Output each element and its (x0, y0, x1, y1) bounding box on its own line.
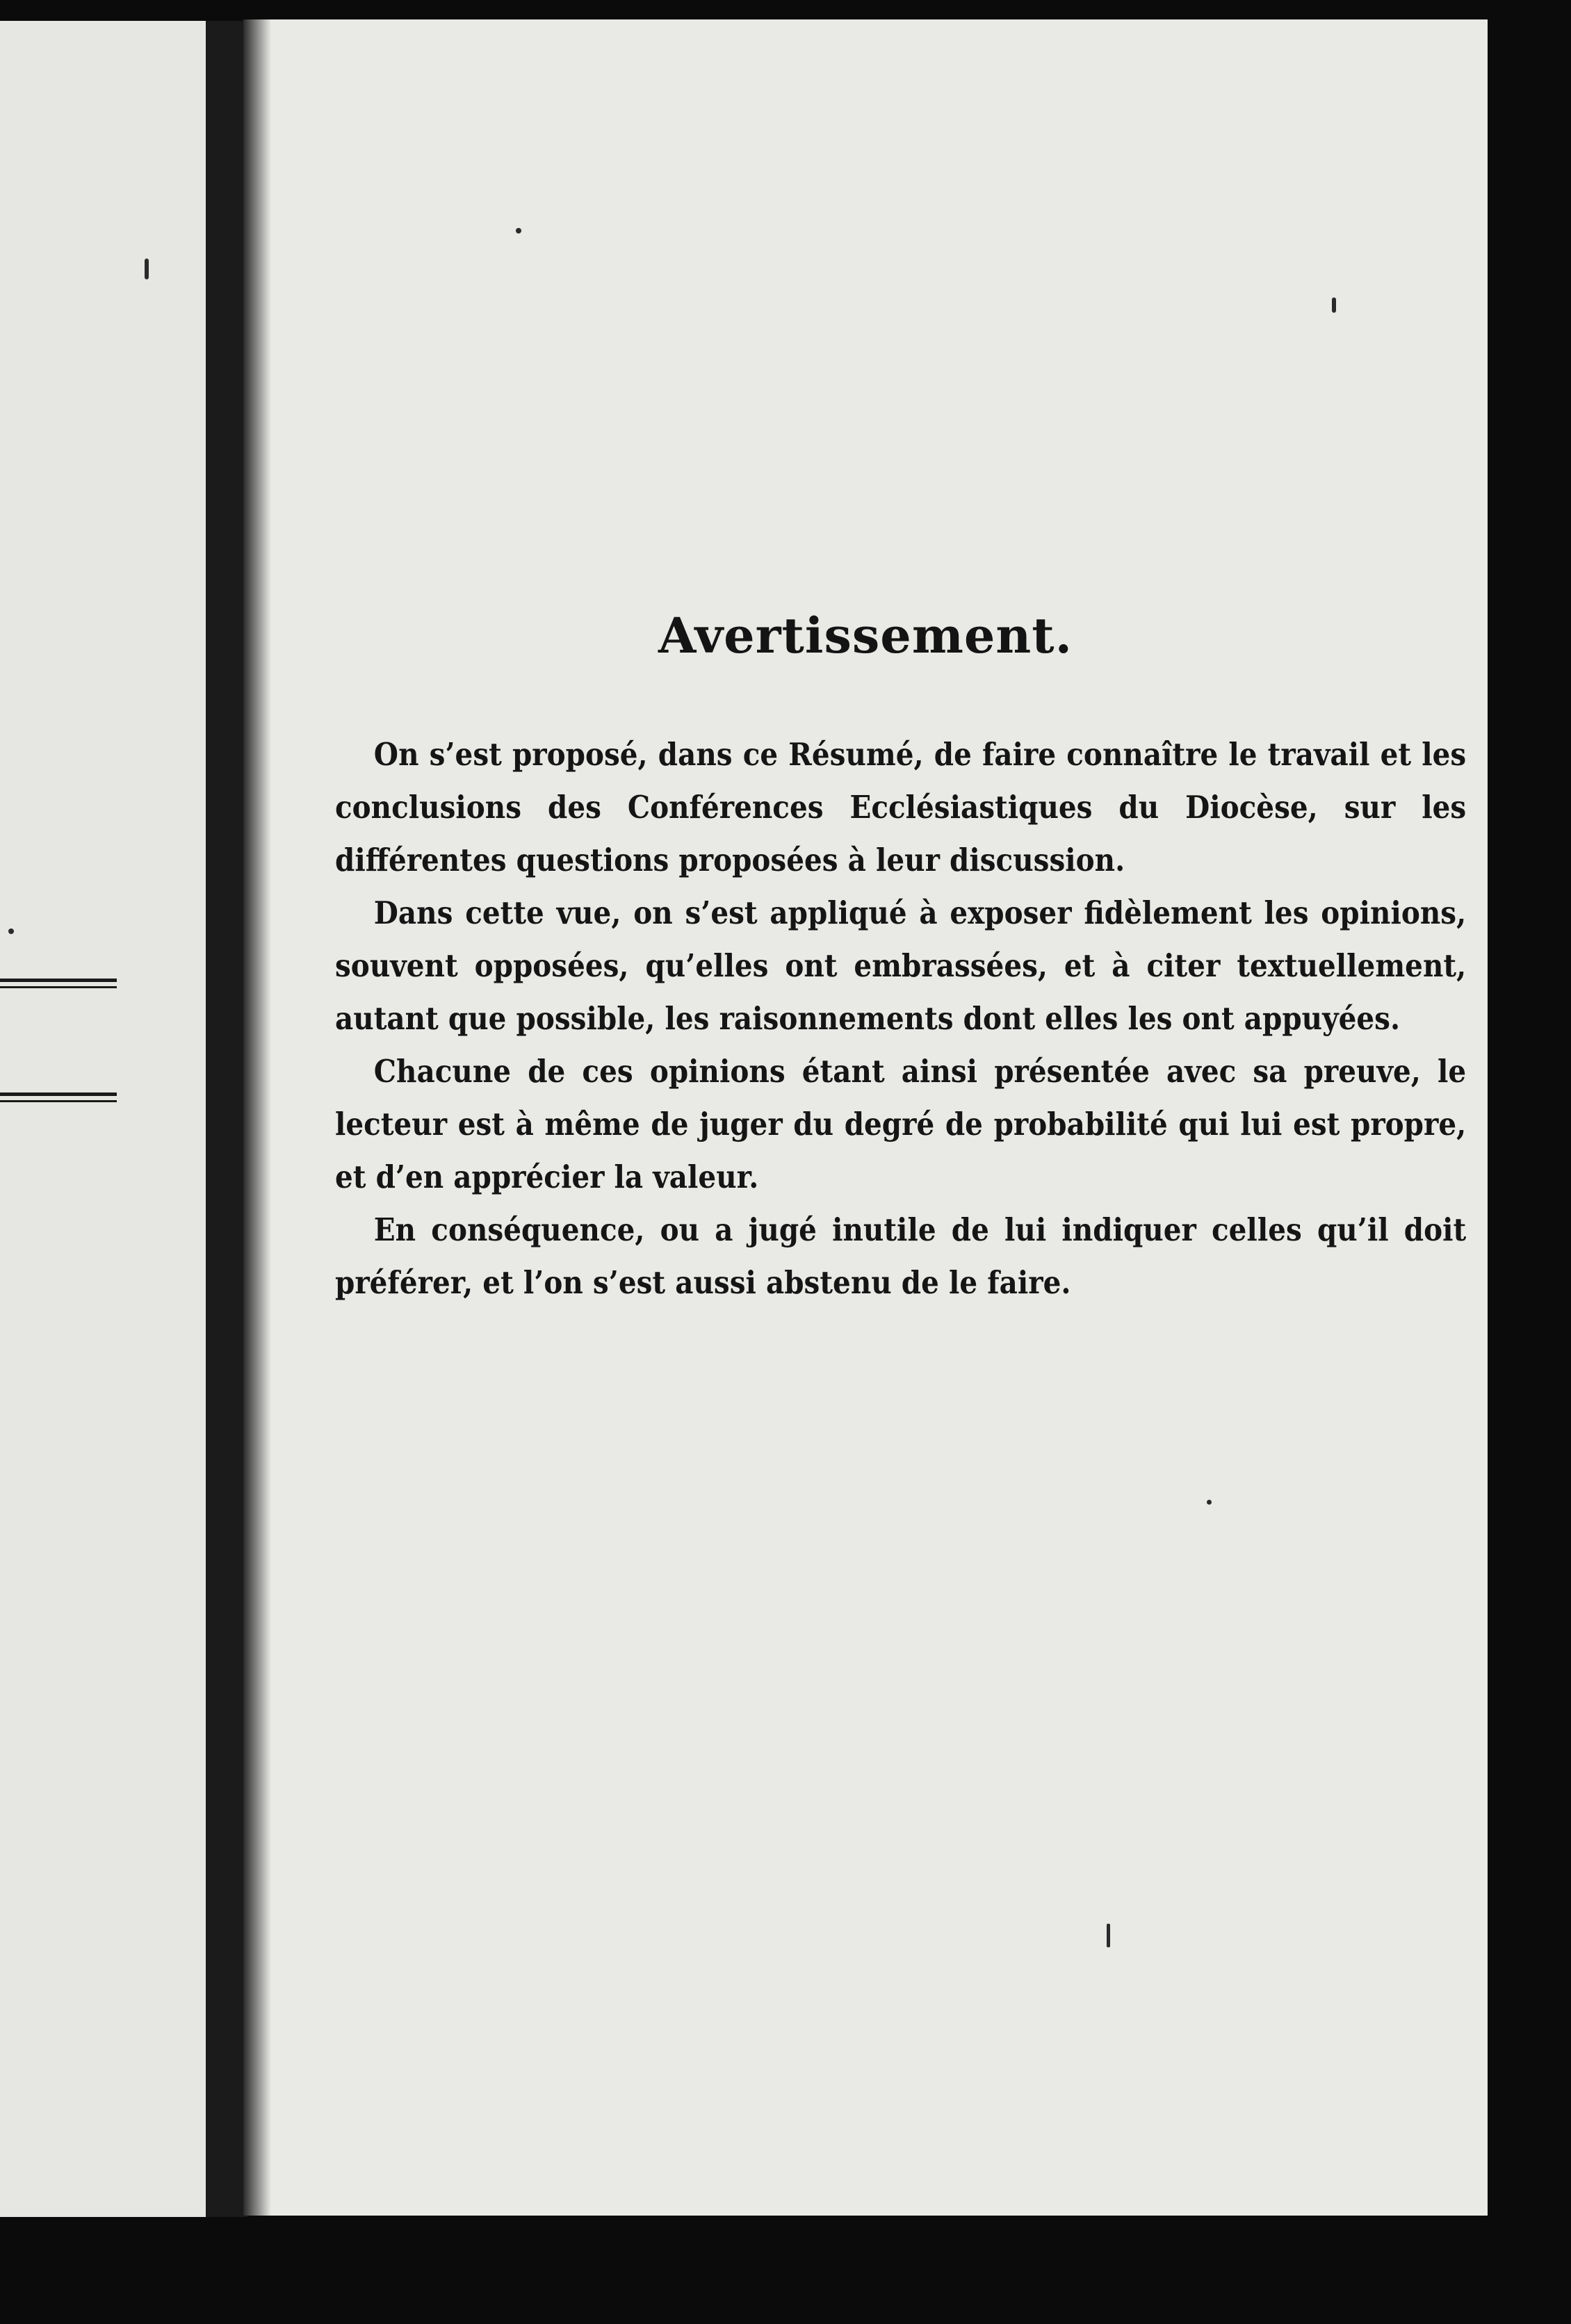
paper-speck (145, 259, 149, 279)
paragraph-1: On s’est proposé, dans ce Résumé, de faire connaître le travail et les conclusions des Conférences Ecclésiastiques du Diocèse, sur les différentes questions proposées à leur discussion. (335, 736, 1467, 878)
body-text (335, 728, 1466, 1309)
paper-speck (1332, 297, 1336, 313)
paper-speck (516, 228, 521, 234)
paper-speck (8, 928, 14, 934)
page-heading: Avertissement. (658, 607, 1073, 664)
paragraph-4: En conséquence, ou a jugé inutile de lui indiquer celles qu’il doit préférer, et l’on s’est aussi abstenu de le faire. (335, 1211, 1467, 1301)
gutter-shadow (243, 19, 271, 2216)
left-page-double-rule-upper (0, 979, 117, 982)
left-page-double-rule-lower (0, 1093, 117, 1096)
left-page-fragment (0, 21, 206, 2217)
book-gutter (206, 21, 247, 2217)
paragraph-3: Chacune de ces opinions étant ainsi présentée avec sa preuve, le lecteur est à même de juger du degré de probabilité qui lui est propre, et d’en apprécier la valeur. (335, 1053, 1467, 1195)
right-page (243, 19, 1488, 2216)
paper-speck (1107, 1924, 1110, 1947)
paper-speck (1207, 1500, 1212, 1505)
paragraph-2: Dans cette vue, on s’est appliqué à exposer fidèlement les opinions, souvent opposées, qu’elles ont embrassées, et à citer textuellement, autant que possible, les raisonnements dont elles les ont appuyées. (335, 894, 1467, 1037)
